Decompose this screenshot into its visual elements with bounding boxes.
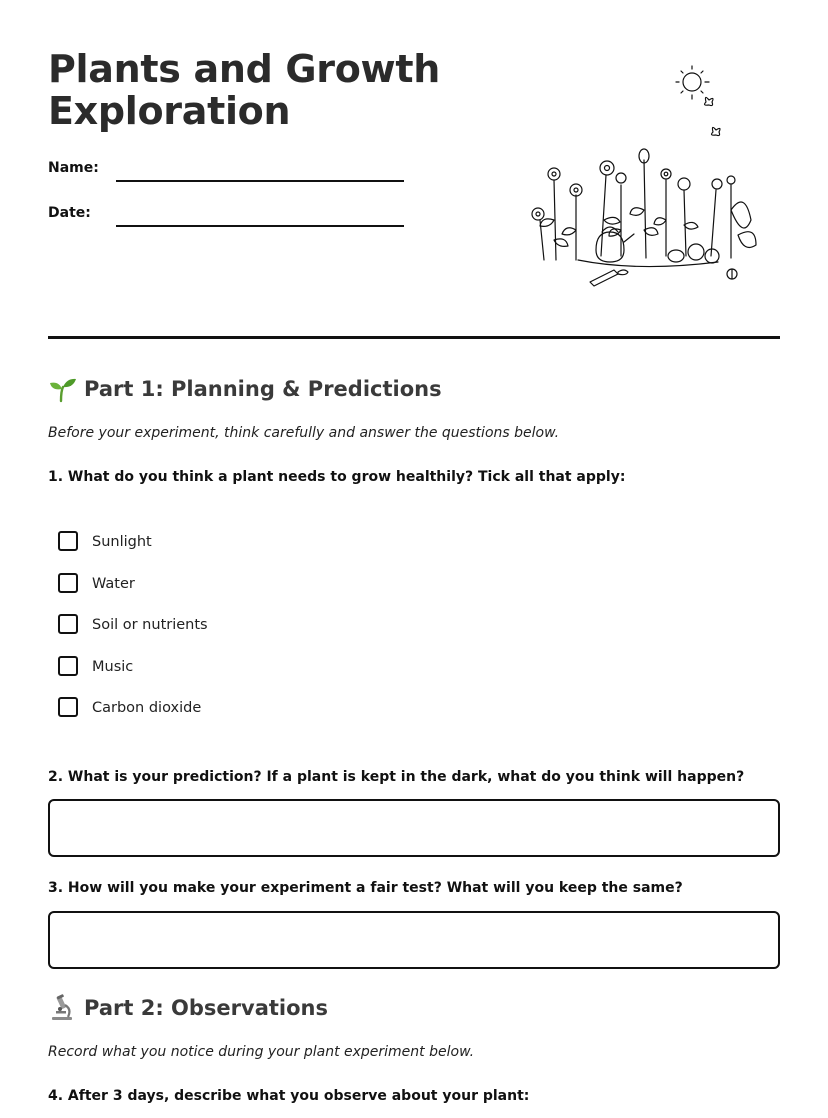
seedling-icon bbox=[48, 375, 76, 403]
checklist-item[interactable] bbox=[58, 656, 208, 698]
garden-illustration-icon bbox=[526, 60, 766, 290]
checkbox-sunlight[interactable] bbox=[58, 531, 78, 551]
checkbox-soil[interactable] bbox=[58, 614, 78, 634]
title-line-2: Exploration bbox=[48, 89, 291, 133]
part2-intro: Record what you notice during your plant experiment below. bbox=[48, 1044, 475, 1060]
part1-intro: Before your experiment, think carefully and answer the questions below. bbox=[48, 425, 560, 441]
part1-heading bbox=[48, 374, 442, 404]
header-divider bbox=[48, 336, 780, 339]
option-label: Sunlight bbox=[92, 534, 152, 550]
butterfly-icon bbox=[705, 97, 720, 135]
checklist-item[interactable] bbox=[58, 573, 208, 615]
question-1: 1. What do you think a plant needs to grow healthily? Tick all that apply: bbox=[48, 469, 626, 485]
part1-heading-text: Part 1: Planning & Predictions bbox=[84, 377, 442, 401]
question-3: 3. How will you make your experiment a fair test? What will you keep the same? bbox=[48, 880, 683, 896]
date-line[interactable] bbox=[116, 225, 404, 227]
option-label: Water bbox=[92, 575, 135, 592]
part2-heading bbox=[48, 993, 328, 1023]
checkbox-music[interactable] bbox=[58, 656, 78, 676]
checkbox-carbon-dioxide[interactable] bbox=[58, 697, 78, 717]
date-field-row bbox=[48, 205, 408, 235]
name-label: Name: bbox=[48, 160, 99, 176]
trowel-icon bbox=[590, 270, 628, 286]
option-label: Music bbox=[92, 658, 134, 675]
flowers-icon bbox=[532, 149, 735, 260]
worksheet-title bbox=[48, 48, 468, 132]
checklist-item[interactable] bbox=[58, 614, 208, 656]
part2-heading-text: Part 2: Observations bbox=[84, 996, 328, 1020]
leaves-icon bbox=[540, 202, 756, 247]
option-label: Carbon dioxide bbox=[92, 700, 202, 716]
answer-box-3[interactable] bbox=[48, 911, 780, 969]
name-line[interactable] bbox=[116, 180, 404, 182]
sun-icon bbox=[676, 66, 709, 99]
ladybug-icon bbox=[727, 269, 737, 279]
checklist-item[interactable] bbox=[58, 697, 208, 739]
answer-box-2[interactable] bbox=[48, 799, 780, 857]
needs-checklist bbox=[58, 531, 208, 739]
option-label: Soil or nutrients bbox=[92, 617, 208, 633]
checkbox-water[interactable] bbox=[58, 573, 78, 593]
question-2: 2. What is your prediction? If a plant is kept in the dark, what do you think will happen? bbox=[48, 769, 745, 785]
name-field-row bbox=[48, 160, 408, 190]
checklist-item[interactable] bbox=[58, 531, 208, 573]
date-label: Date: bbox=[48, 205, 91, 221]
title-line-1: Plants and Growth bbox=[48, 47, 440, 91]
question-4: 4. After 3 days, describe what you observe about your plant: bbox=[48, 1088, 530, 1104]
microscope-icon bbox=[48, 994, 76, 1022]
